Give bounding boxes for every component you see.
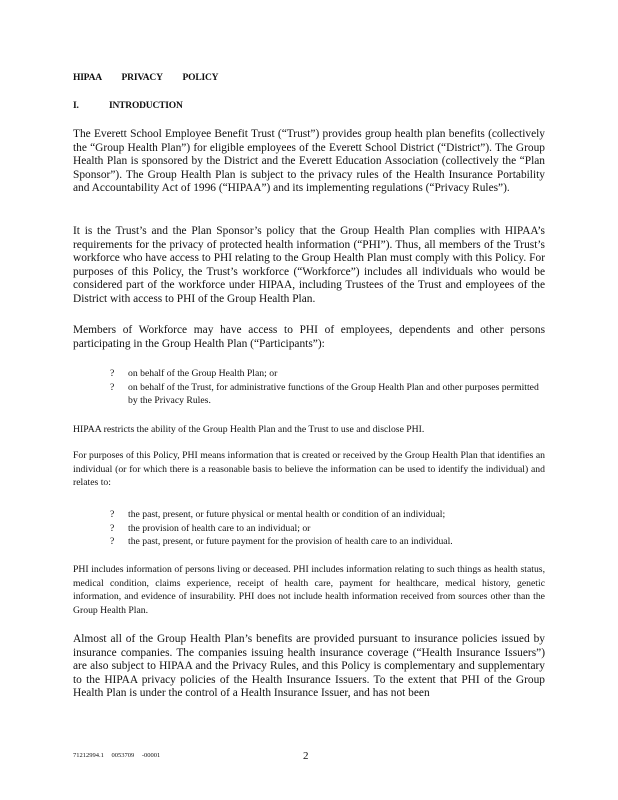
list-item: [110, 381, 550, 408]
list-item: [110, 367, 550, 381]
list-item-text: on behalf of the Group Health Plan; or: [128, 368, 278, 379]
bullet-mark: ?: [110, 522, 115, 534]
list-item-text: the provision of health care to an individual; or: [128, 522, 311, 534]
document-code: 71212994.1 0053709 -00001: [73, 752, 161, 759]
document-heading: HIPAA PRIVACY POLICY: [73, 73, 219, 83]
list-item-text: on behalf of the Trust, for administrative functions of the Group Health Plan and other purposes permitted by the Privacy Rules.: [128, 381, 539, 407]
bullet-mark: ?: [110, 509, 115, 520]
section-number: I.: [73, 101, 79, 111]
list-item-text: the past, present, or future physical or mental health or condition of an individual;: [128, 509, 446, 520]
list-item: [110, 535, 550, 549]
paragraph-phi-definition: For purposes of this Policy, PHI means information that is created or received by the Group Health Plan that identifies an individual (or for which there is a reasonable basis to believe the information can be used to identify the individual) and relates to:: [73, 450, 545, 489]
list-item-text: the past, present, or future payment for the provision of health care to an individual.: [128, 536, 453, 548]
bullet-list-phi: [110, 508, 550, 549]
bullet-mark: ?: [110, 381, 115, 393]
paragraph-phi-includes: PHI includes information of persons living or deceased. PHI includes information relating to such things as health status, medical condition, claims experience, receipt of health care, payment for healthcare, medical history, genetic information, and evidence of insurability. PHI does not include health information received from sources other than the Group Health Plan.: [73, 564, 545, 616]
section-header: [73, 101, 183, 111]
section-title: INTRODUCTION: [109, 101, 183, 111]
paragraph-hipaa-restricts: HIPAA restricts the ability of the Group Health Plan and the Trust to use and disclose PHI.: [73, 424, 425, 435]
bullet-list-access: [110, 367, 550, 408]
list-item: [110, 508, 550, 522]
paragraph-insurance-issuers: Almost all of the Group Health Plan’s benefits are provided pursuant to insurance policies issued by insurance companies. The companies issuing health insurance coverage (“Health Insurance Issuers”) are also subject to HIPAA and the Privacy Rules, and this Policy is complementary and supplementary to the HIPAA privacy policies of the Health Insurance Issuers. To the extent that PHI of the Group Health Plan is under the control of a Health Insurance Issuer, and has not been: [73, 633, 545, 700]
list-item: [110, 522, 550, 536]
paragraph-trust-intro: The Everett School Employee Benefit Trust (“Trust”) provides group health plan benefits (collectively the “Group Health Plan”) for eligible employees of the Everett School District (“District”). The Group Health Plan is sponsored by the District and the Everett Education Association (collectively the “Plan Sponsor”). The Group Health Plan is subject to the privacy rules of the Health Insurance Portability and Accountability Act of 1996 (“HIPAA”) and its implementing regulations (“Privacy Rules”).: [73, 128, 545, 195]
paragraph-policy: It is the Trust’s and the Plan Sponsor’s policy that the Group Health Plan complies with HIPAA’s requirements for the privacy of protected health information (“PHI”). Thus, all members of the Trust’s workforce who have access to PHI relating to the Group Health Plan must comply with this Policy. For purposes of this Policy, the Trust’s workforce (“Workforce”) includes all individuals who would be considered part of the workforce under HIPAA, including Trustees of the Trust and employees of the District with access to PHI of the Group Health Plan.: [73, 225, 545, 305]
page-number: 2: [303, 750, 309, 762]
paragraph-workforce-access: Members of Workforce may have access to PHI of employees, dependents and other persons participating in the Group Health Plan (“Participants”):: [73, 324, 545, 350]
bullet-mark: ?: [110, 536, 115, 548]
bullet-mark: ?: [110, 368, 115, 379]
